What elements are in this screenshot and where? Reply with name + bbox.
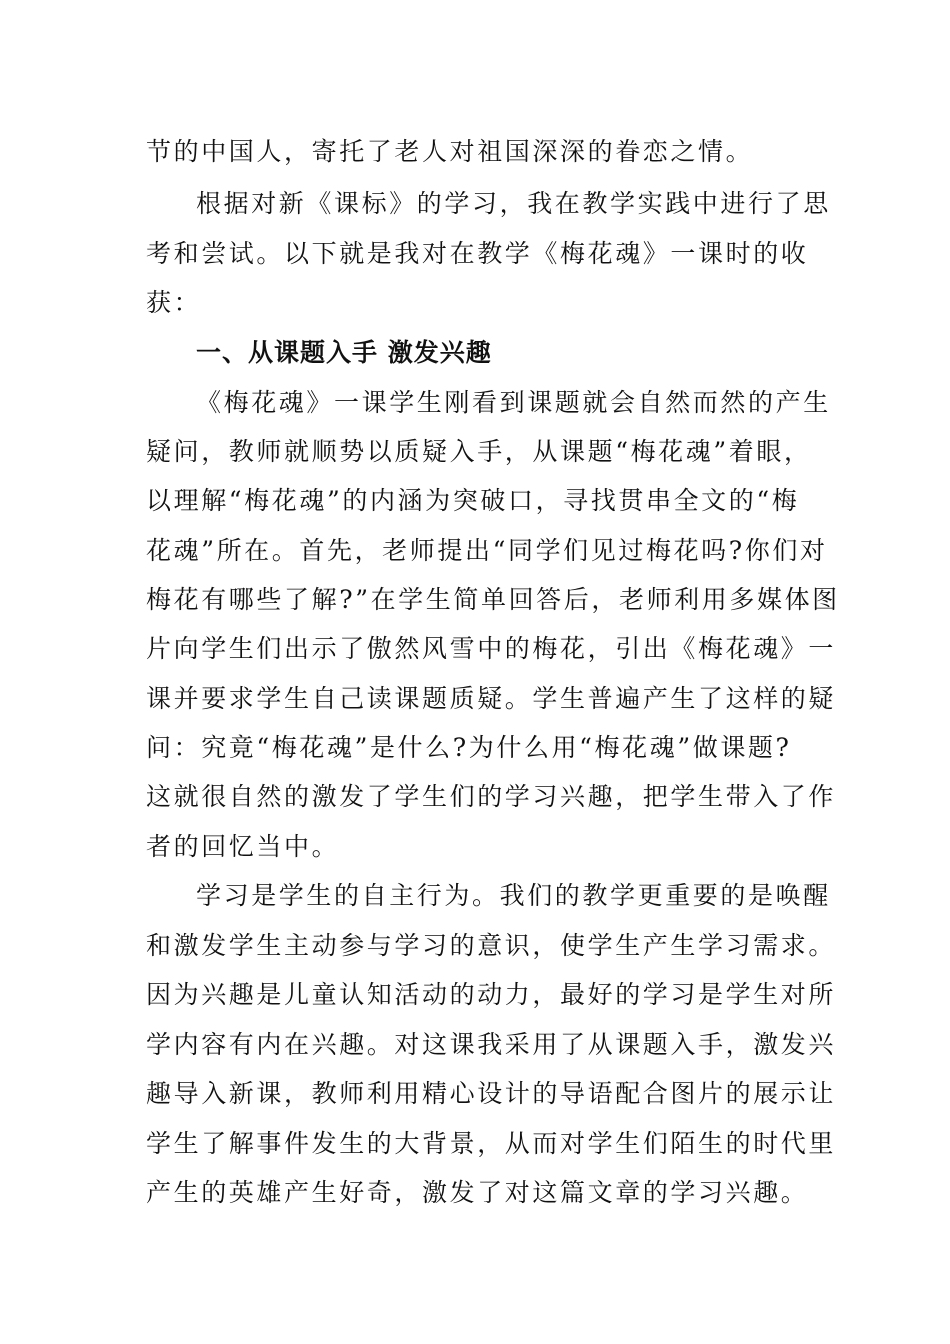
section-heading: 一、从课题入手 激发兴趣 [196,338,492,367]
paragraph-3-line-6: 片向学生们出示了傲然风雪中的梅花，引出《梅花魂》一 [146,634,837,663]
paragraph-4-line-4: 学内容有内在兴趣。对这课我采用了从课题入手，激发兴 [146,1030,837,1059]
paragraph-4-line-1: 学习是学生的自主行为。我们的教学更重要的是唤醒 [196,881,831,910]
paragraph-3-line-2: 疑问，教师就顺势以质疑入手，从课题“梅花魂”着眼， [146,437,812,466]
paragraph-3-line-8: 问：究竟“梅花魂”是什么?为什么用“梅花魂”做课题? [146,733,792,762]
paragraph-4-line-7: 产生的英雄产生好奇，激发了对这篇文章的学习兴趣。 [146,1178,809,1207]
paragraph-3-line-1: 《梅花魂》一课学生刚看到课题就会自然而然的产生 [196,388,831,417]
paragraph-3-line-9: 这就很自然的激发了学生们的学习兴趣，把学生带入了作 [146,782,837,811]
paragraph-3-line-5: 梅花有哪些了解?”在学生简单回答后，老师利用多媒体图 [146,585,840,614]
paragraph-1-line-1: 节的中国人，寄托了老人对祖国深深的眷恋之情。 [146,137,754,166]
paragraph-4-line-2: 和激发学生主动参与学习的意识，使学生产生学习需求。 [146,931,837,960]
paragraph-3-line-4: 花魂”所在。首先，老师提出“同学们见过梅花吗?你们对 [146,536,828,565]
paragraph-2-line-1: 根据对新《课标》的学习，我在教学实践中进行了思 [196,189,831,218]
paragraph-3-line-10: 者的回忆当中。 [146,832,340,861]
paragraph-4-line-6: 学生了解事件发生的大背景，从而对学生们陌生的时代里 [146,1129,837,1158]
paragraph-3-line-3: 以理解“梅花魂”的内涵为突破口，寻找贯串全文的“梅 [146,486,800,515]
paragraph-4-line-5: 趣导入新课，教师利用精心设计的导语配合图片的展示让 [146,1079,837,1108]
paragraph-3-line-7: 课并要求学生自己读课题质疑。学生普遍产生了这样的疑 [146,684,837,713]
paragraph-4-line-3: 因为兴趣是儿童认知活动的动力，最好的学习是学生对所 [146,980,837,1009]
paragraph-2-line-3: 获： [146,288,202,317]
paragraph-2-line-2: 考和尝试。以下就是我对在教学《梅花魂》一课时的收 [146,239,809,268]
